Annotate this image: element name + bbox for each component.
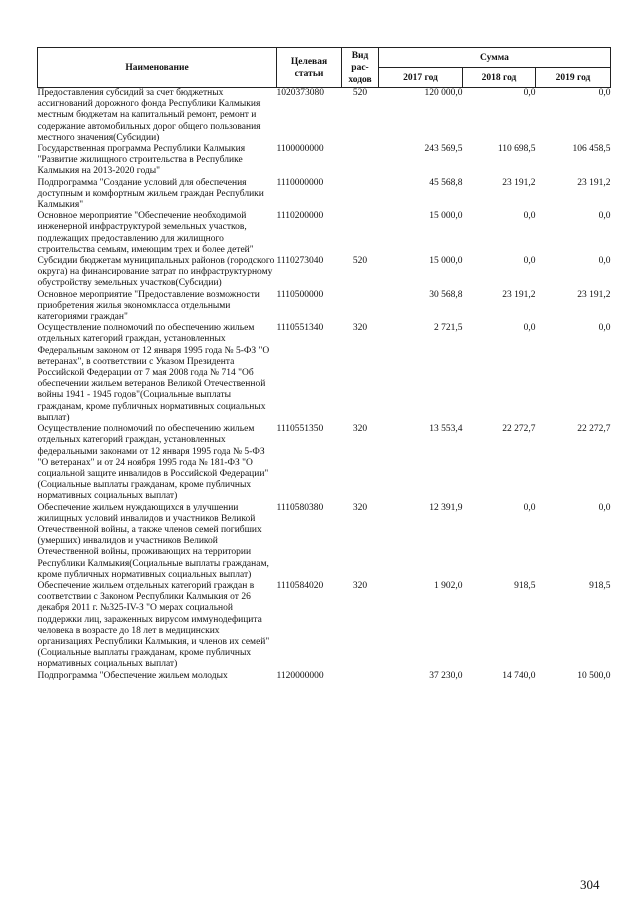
row-sum-2018: 0,0: [523, 256, 536, 267]
row-code: 1100000000: [276, 144, 324, 155]
row-sum-2017: 15 000,0: [429, 256, 463, 267]
header-sum: Сумма: [379, 48, 611, 68]
row-vid: [342, 290, 379, 324]
row-name: Основное мероприятие "Предоставление возможности приобретения жилья экономкласса отдельными категориями граждан": [37, 289, 260, 323]
row-sum-2017: 30 568,8: [429, 289, 463, 300]
row-sum-2018: 22 272,7: [502, 424, 536, 435]
table-row: [38, 88, 611, 145]
row-sum-2019: 0,0: [598, 502, 611, 513]
row-sum-2017: 2 721,5: [434, 323, 463, 334]
row-sum-2018: 0,0: [523, 323, 536, 334]
row-vid: 520: [352, 256, 368, 267]
row-code: 1110273040: [276, 256, 324, 267]
row-code: 1120000000: [276, 670, 324, 681]
row-sum-2019: 22 272,7: [577, 424, 611, 435]
header-target: Целевая статьи: [277, 48, 342, 88]
row-sum-2018: 0,0: [523, 88, 536, 98]
row-name: Подпрограмма "Создание условий для обеспечения доступным и комфортным жильем граждан Республики Калмыкия": [37, 177, 264, 211]
row-code: 1110500000: [276, 289, 324, 300]
row-sum-2019: 23 191,2: [577, 177, 611, 188]
row-vid: 320: [352, 580, 368, 591]
table-row: [38, 178, 611, 212]
row-sum-2018: 0,0: [523, 211, 536, 222]
table-row: [38, 290, 611, 324]
row-code: 1110200000: [276, 211, 324, 222]
row-name: Обеспечение жильем отдельных категорий граждан в соответствии с Законом Республики Калмыкия от 26 декабря 2011 г. №325-IV-З "О мерах социальной поддержки лиц, зараженных вирусом иммунодефицита человека в возрасте до 18 лет в медицинских организациях Республики Калмыкия, и членов их семей"(Социальные выплаты гражданам, кроме публичных нормативных социальных выплат): [37, 580, 270, 670]
table-row: [38, 256, 611, 290]
row-sum-2019: 23 191,2: [577, 289, 611, 300]
row-name: Субсидии бюджетам муниципальных районов (городского округа) на финансирование затрат по инфраструктурному обустройству земельных участков(Субсидии): [37, 256, 275, 289]
row-name: Подпрограмма "Обеспечение жильем молодых: [37, 670, 228, 681]
row-vid: 320: [352, 424, 368, 435]
row-sum-2018: 23 191,2: [502, 289, 536, 300]
row-name: Основное мероприятие "Обеспечение необходимой инженерной инфраструктурой земельных участков, подлежащих предоставлению для жилищного строительства семьям, имеющим трех и более детей": [37, 211, 254, 255]
table-row: [38, 581, 611, 671]
row-code: 1110000000: [276, 177, 324, 188]
row-sum-2017: 45 568,8: [429, 177, 463, 188]
budget-table: [37, 47, 611, 682]
row-sum-2017: 37 230,0: [429, 670, 463, 681]
header-name: Наименование: [38, 48, 277, 88]
row-sum-2018: 23 191,2: [502, 177, 536, 188]
table-row: [38, 211, 611, 256]
row-vid: [342, 211, 379, 256]
row-sum-2019: 106 458,5: [572, 144, 611, 155]
table-row: [38, 424, 611, 502]
row-vid: [342, 671, 379, 682]
row-sum-2017: 1 902,0: [434, 580, 463, 591]
row-sum-2017: 12 391,9: [429, 502, 463, 513]
table-row: [38, 503, 611, 581]
row-code: 1110551350: [276, 424, 324, 435]
row-name: Осуществление полномочий по обеспечению жильем отдельных категорий граждан, установленных федеральными законами от 12 января 1995 года № 5-ФЗ "О ветеранах" и от 24 ноября 1995 года № 181-ФЗ "О социальной защите инвалидов в Российской Федерации"(Социальные выплаты гражданам, кроме публичных нормативных социальных выплат): [37, 424, 269, 502]
row-sum-2019: 0,0: [598, 256, 611, 267]
row-name: Предоставления субсидий за счет бюджетных ассигнований дорожного фонда Республики Калмыкия местным бюджетам на капитальный ремонт, ремонт и содержание автомобильных дорог общего пользования местного значения(Субсидии): [37, 88, 261, 143]
row-sum-2017: 13 553,4: [429, 424, 463, 435]
row-sum-2017: 120 000,0: [424, 88, 463, 98]
row-vid: 320: [352, 502, 368, 513]
row-vid: [342, 178, 379, 212]
row-sum-2018: 110 698,5: [497, 144, 536, 155]
row-name: Обеспечение жильем нуждающихся в улучшении жилищных условий инвалидов и участников Великой Отечественной войны, а также членов семей погибших (умерших) инвалидов и участников Великой Отечественной войны, проживающих на территории Республики Калмыкия(Социальные выплаты гражданам, кроме публичных нормативных социальных выплат): [37, 502, 269, 580]
header-2017: 2017 год: [379, 68, 463, 88]
row-sum-2019: 10 500,0: [577, 670, 611, 681]
row-code: 1020373080: [276, 88, 324, 98]
table-row: [38, 671, 611, 682]
row-code: 1110584020: [276, 580, 324, 591]
row-code: 1110580380: [276, 502, 324, 513]
row-name: Государственная программа Республики Калмыкия "Развитие жилищного строительства в Республике Калмыкия на 2013-2020 годы": [37, 144, 246, 177]
row-sum-2018: 0,0: [523, 502, 536, 513]
row-sum-2019: 0,0: [598, 88, 611, 98]
header-2018: 2018 год: [463, 68, 536, 88]
row-name: Осуществление полномочий по обеспечению жильем отдельных категорий граждан, установленных Федеральным законом от 12 января 1995 года № 5-ФЗ "О ветеранах", в соответствии с Указом Президента Российской Федерации от 7 мая 2008 года № 714 "Об обеспечении жильем ветеранов Великой Отечественной войны 1941 - 1945 годов"(Социальные выплаты гражданам, кроме публичных нормативных социальных выплат): [37, 323, 270, 423]
row-sum-2019: 918,5: [589, 580, 611, 591]
row-vid: [342, 144, 379, 178]
row-vid: 320: [352, 323, 368, 334]
header-2019: 2019 год: [536, 68, 611, 88]
row-vid: 520: [352, 88, 368, 98]
table-row: [38, 323, 611, 424]
row-sum-2017: 15 000,0: [429, 211, 463, 222]
row-sum-2017: 243 569,5: [424, 144, 463, 155]
row-sum-2019: 0,0: [598, 211, 611, 222]
row-sum-2018: 14 740,0: [502, 670, 536, 681]
row-sum-2018: 918,5: [514, 580, 536, 591]
page-number: 304: [580, 877, 600, 892]
row-sum-2019: 0,0: [598, 323, 611, 334]
row-code: 1110551340: [276, 323, 324, 334]
table-row: [38, 144, 611, 178]
header-vid: Вид рас-ходов: [342, 48, 379, 88]
